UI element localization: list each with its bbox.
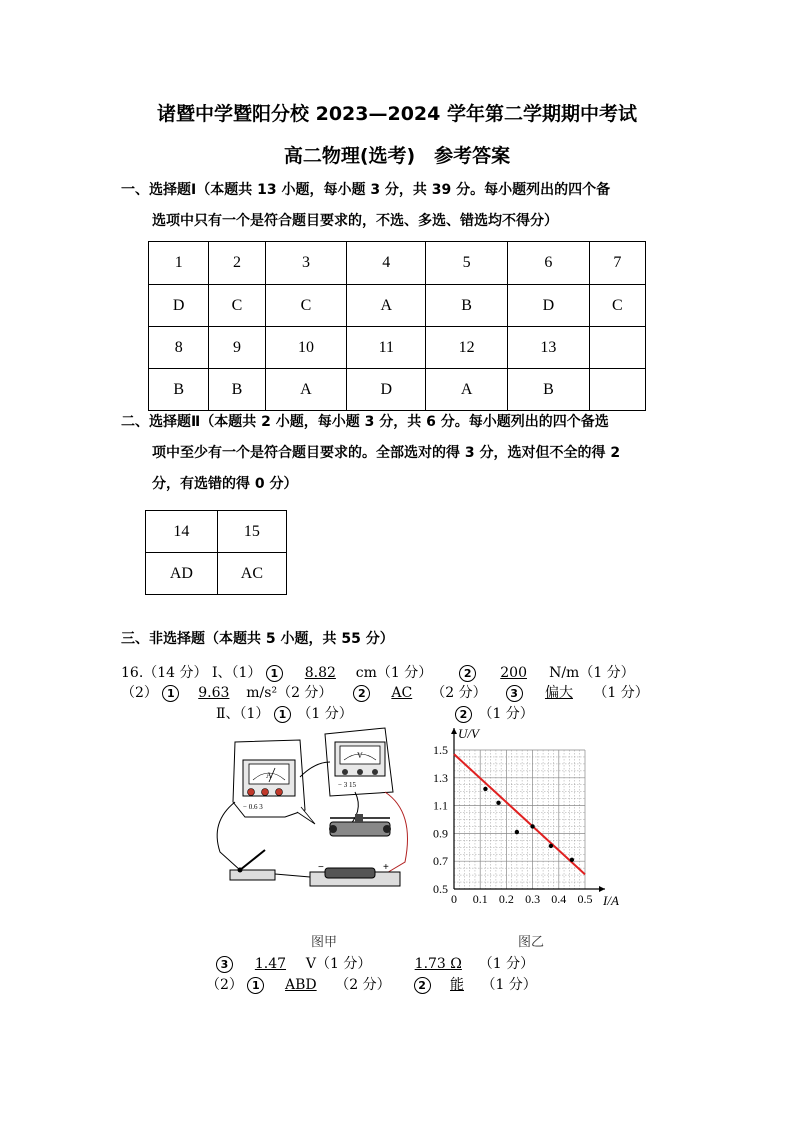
q16-line3-left [216, 703, 353, 723]
q16-line1 [121, 662, 635, 682]
ammeter-icon [243, 760, 295, 811]
figure2-caption: 图乙 [518, 935, 545, 950]
page-subtitle: 高二物理(选考) 参考答案 [283, 145, 511, 167]
table-cell: 9 [209, 327, 265, 369]
data-point [549, 844, 553, 848]
q16-line2 [121, 682, 649, 702]
x-tick-label: 0.1 [472, 892, 488, 906]
answer-c3: 1.47 [254, 956, 287, 972]
voltmeter-icon [335, 742, 385, 789]
section1-line1: 一、选择题Ⅰ（本题共 13 小题，每小题 3 分，共 39 分。每小题列出的四个备 [121, 182, 611, 198]
circle-2-icon: 2 [459, 665, 476, 682]
table-cell: C [265, 285, 347, 327]
rheostat-icon [329, 814, 391, 836]
circle-2-icon: 2 [455, 706, 472, 723]
part-II-prefix: Ⅱ、（1） [216, 706, 270, 722]
ui-chart [420, 722, 635, 912]
table-cell: B [508, 369, 590, 411]
table-cell: C [589, 285, 645, 327]
chart-axes [451, 728, 605, 892]
circle-1-icon: 1 [162, 685, 179, 702]
x-tick-label: 0.2 [498, 892, 514, 906]
answer-d2-unit: （1 分） [481, 977, 537, 993]
table-cell: 11 [347, 327, 426, 369]
circuit-diagram [205, 722, 425, 897]
x-tick-label: 0.4 [551, 892, 567, 906]
table-cell: A [426, 369, 508, 411]
table-cell: 12 [426, 327, 508, 369]
data-point [483, 787, 487, 791]
table-cell: B [209, 369, 265, 411]
data-point [496, 801, 500, 805]
table-cell: AD [146, 553, 218, 595]
table-cell: A [265, 369, 347, 411]
y-tick-label: 1.1 [433, 798, 448, 813]
section2-line3: 分，有选错的得 0 分） [152, 476, 298, 492]
fit-line [454, 754, 585, 874]
table-cell: 14 [146, 511, 218, 553]
battery-icon [310, 862, 400, 886]
answer-a1-unit: cm（1 分） [355, 665, 433, 681]
answer-b2: AC [391, 685, 413, 701]
circle-2-icon: 2 [353, 685, 370, 702]
table-cell: 3 [265, 242, 347, 285]
table-cell: 5 [426, 242, 508, 285]
voltmeter-label: V [357, 751, 363, 760]
c2-score: （1 分） [478, 706, 534, 722]
answer-c4: 1.73 Ω [414, 956, 462, 972]
circle-3-icon: 3 [506, 685, 523, 702]
table-cell: B [149, 369, 209, 411]
voltmeter-terminals: − 3 15 [338, 781, 356, 789]
y-tick-label: 1.5 [433, 743, 448, 757]
table-cell: 13 [508, 327, 590, 369]
section1-line2: 选项中只有一个是符合题目要求的，不选、多选、错选均不得分） [152, 213, 558, 229]
y-tick-label: 0.9 [433, 826, 448, 841]
y-axis-arrow [451, 728, 457, 734]
x-axis-arrow [599, 886, 605, 892]
chart-ticks [433, 743, 593, 906]
answer-d1: ABD [285, 977, 317, 993]
section2-line1: 二、选择题Ⅱ（本题共 2 小题，每小题 3 分，共 6 分。每小题列出的四个备选 [121, 414, 609, 430]
answer-d2: 能 [450, 977, 464, 993]
answer-c3-unit: V（1 分） [305, 956, 372, 972]
table-cell: 4 [347, 242, 426, 285]
circle-1-icon: 1 [247, 977, 264, 994]
answer-a2-unit: N/m（1 分） [549, 665, 635, 681]
table-cell: D [508, 285, 590, 327]
answer-b3-unit: （1 分） [593, 685, 649, 701]
answer-table-1 [148, 241, 646, 411]
table-cell [589, 369, 645, 411]
table-cell: B [426, 285, 508, 327]
table-cell: 2 [209, 242, 265, 285]
circle-1-icon: 1 [266, 665, 283, 682]
section3-heading: 三、非选择题（本题共 5 小题，共 55 分） [121, 631, 394, 647]
table-cell: 8 [149, 327, 209, 369]
y-axis-label: U/V [458, 726, 479, 741]
ammeter-label: A [266, 771, 272, 780]
table-cell: AC [217, 553, 286, 595]
ammeter-terminals: − 0.6 3 [243, 803, 263, 811]
table-cell [589, 327, 645, 369]
q16-line4 [216, 953, 534, 973]
table-cell: 10 [265, 327, 347, 369]
answer-b1: 9.63 [198, 685, 230, 701]
x-tick-label: 0 [451, 892, 457, 906]
y-tick-label: 0.7 [433, 854, 448, 869]
answer-a1: 8.82 [304, 665, 336, 681]
part2-prefix: （2） [121, 685, 158, 701]
figure1-caption: 图甲 [311, 935, 338, 950]
circle-1-icon: 1 [274, 706, 291, 723]
switch-icon [230, 850, 275, 880]
answer-b3: 偏大 [544, 685, 573, 701]
battery-plus: + [383, 862, 389, 873]
answer-d1-unit: （2 分） [335, 977, 391, 993]
x-axis-label: I/A [603, 893, 619, 908]
y-tick-label: 1.3 [433, 770, 448, 785]
answer-c4-unit: （1 分） [478, 956, 535, 972]
part2b-prefix: （2） [206, 977, 243, 993]
x-tick-label: 0.3 [525, 892, 541, 906]
c1-score: （1 分） [297, 706, 353, 722]
table-cell: 15 [217, 511, 286, 553]
circle-2-icon: 2 [414, 977, 431, 994]
page-title: 诸暨中学暨阳分校 2023—2024 学年第二学期期中考试 [157, 103, 637, 125]
table-cell: 1 [149, 242, 209, 285]
table-cell: C [209, 285, 265, 327]
answer-b1-unit: m/s²（2 分） [246, 685, 333, 701]
table-cell: 6 [508, 242, 590, 285]
answer-a2: 200 [500, 665, 527, 681]
table-cell: 7 [589, 242, 645, 285]
data-point [515, 830, 519, 834]
data-point [530, 824, 534, 828]
section2-line2: 项中至少有一个是符合题目要求的。全部选对的得 3 分，选对但不全的得 2 [152, 445, 621, 461]
x-tick-label: 0.5 [577, 892, 593, 906]
battery-minus: − [318, 862, 324, 873]
table-cell: D [347, 369, 426, 411]
answer-table-2 [145, 510, 287, 595]
q16-line3-right [455, 703, 534, 723]
circle-3-icon: 3 [216, 956, 233, 973]
q16-line5 [206, 974, 537, 994]
data-point [570, 858, 574, 862]
q16-prefix: 16.（14 分） Ⅰ、（1） [121, 665, 262, 681]
table-cell: A [347, 285, 426, 327]
y-tick-label: 0.5 [433, 882, 448, 896]
answer-b2-unit: （2 分） [431, 685, 487, 701]
table-cell: D [149, 285, 209, 327]
